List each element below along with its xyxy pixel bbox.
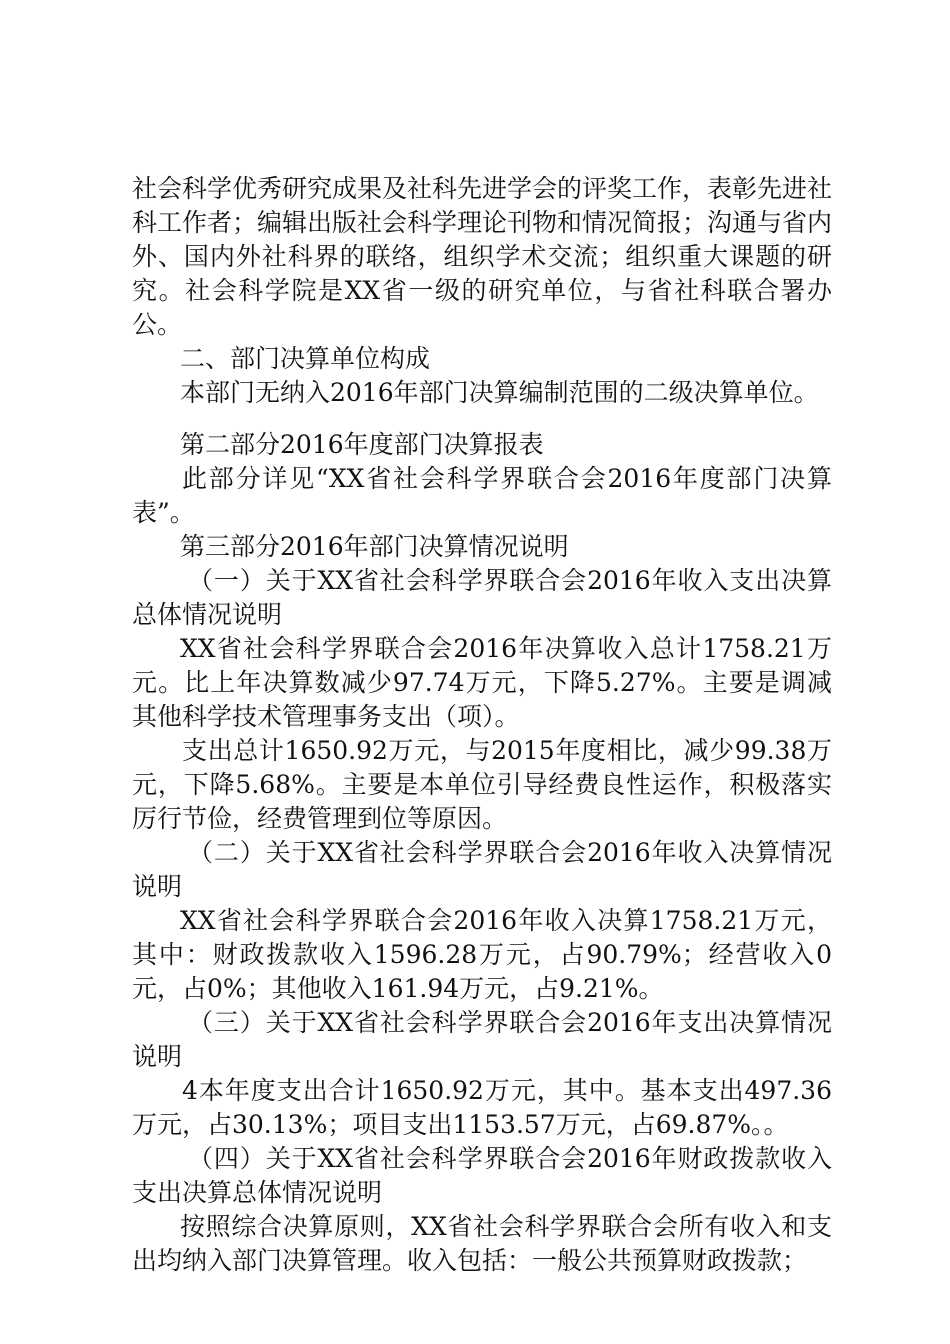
- heading-section-two: （二）关于XX省社会科学界联合会2016年收入决算情况说明: [132, 838, 832, 901]
- paragraph-income-detail: XX省社会科学界联合会2016年收入决算1758.21万元，其中：财政拨款收入1596.28万元，占90.79%；经营收入0元，占0%；其他收入161.94万元，占9.21%。: [132, 906, 832, 1003]
- spacer: [132, 410, 832, 428]
- paragraph-duties: 社会科学优秀研究成果及社科先进学会的评奖工作，表彰先进社科工作者；编辑出版社会科学理论刊物和情况简报；沟通与省内外、国内外社科界的联络，组织学术交流；组织重大课题的研究。社会科学院是XX省一级的研究单位，与省社科联合署办公。: [132, 174, 833, 339]
- paragraph-part-two-detail: 此部分详见“XX省社会科学界联合会2016年度部门决算表”。: [132, 464, 832, 527]
- heading-section-one: （一）关于XX省社会科学界联合会2016年收入支出决算总体情况说明: [132, 566, 832, 629]
- document-body: [132, 172, 832, 1278]
- paragraph-total-expense: 支出总计1650.92万元，与2015年度相比，减少99.38万元，下降5.68%。主要是本单位引导经费良性运作，积极落实厉行节俭，经费管理到位等原因。: [132, 736, 832, 833]
- paragraph-unit-composition: 本部门无纳入2016年部门决算编制范围的二级决算单位。: [180, 378, 819, 407]
- heading-part-three: 第三部分2016年部门决算情况说明: [180, 532, 569, 561]
- heading-unit-composition: 二、部门决算单位构成: [180, 344, 431, 373]
- heading-section-four: （四）关于XX省社会科学界联合会2016年财政拨款收入支出决算总体情况说明: [132, 1144, 832, 1207]
- heading-section-three: （三）关于XX省社会科学界联合会2016年支出决算情况说明: [132, 1008, 832, 1071]
- paragraph-total-income: XX省社会科学界联合会2016年决算收入总计1758.21万元。比上年决算数减少97.74万元，下降5.27%。主要是调减其他科学技术管理事务支出（项）。: [132, 634, 832, 731]
- paragraph-expense-detail: 4本年度支出合计1650.92万元，其中。基本支出497.36万元，占30.13%；项目支出1153.57万元，占69.87%。。: [132, 1076, 832, 1139]
- heading-part-two: 第二部分2016年度部门决算报表: [180, 430, 544, 459]
- paragraph-financial-principle: 按照综合决算原则，XX省社会科学界联合会所有收入和支出均纳入部门决算管理。收入包括：一般公共预算财政拨款；: [132, 1212, 832, 1275]
